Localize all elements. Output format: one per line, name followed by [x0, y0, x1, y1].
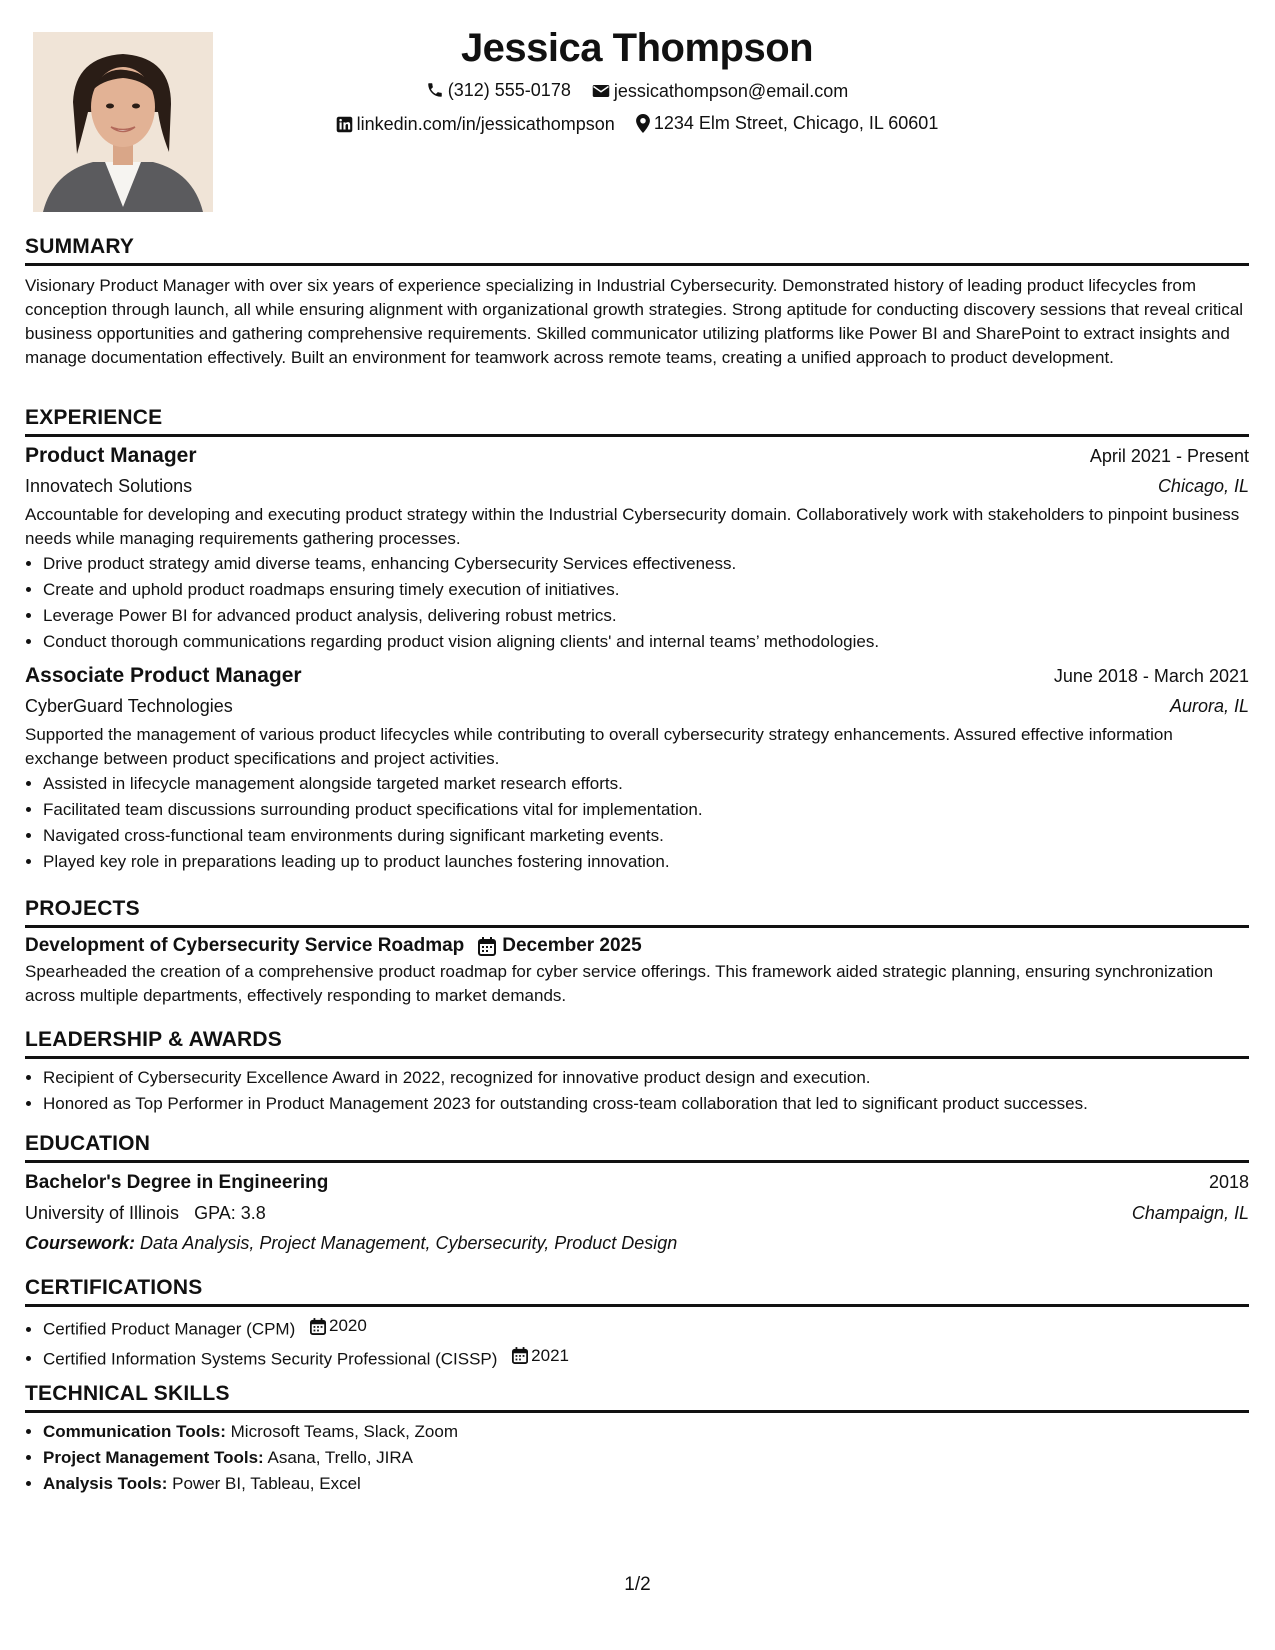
- job-description: Accountable for developing and executing product strategy within the Industrial Cybersecurity domain. Collaboratively work with stakeholders to pinpoint business needs while managing requirements gathering processes.: [25, 505, 1240, 548]
- job-location: Chicago, IL: [1157, 476, 1249, 496]
- education-heading: EDUCATION: [25, 1131, 1249, 1163]
- projects-heading: PROJECTS: [25, 896, 1249, 928]
- list-item: • Leverage Power BI for advanced product analysis, delivering robust metrics.: [43, 603, 1249, 629]
- certification-name: Certified Product Manager (CPM): [43, 1319, 296, 1339]
- candidate-name: Jessica Thompson: [460, 26, 814, 70]
- calendar-icon: [310, 1318, 326, 1335]
- job-bullets: [25, 771, 1249, 875]
- address-text: 1234 Elm Street, Chicago, IL 60601: [653, 113, 939, 133]
- list-item: [43, 1445, 1249, 1471]
- leadership-bullets: [25, 1065, 1249, 1117]
- linkedin-item: [336, 112, 615, 136]
- skills-list: [25, 1419, 1249, 1497]
- education-section: [25, 1131, 1249, 1258]
- summary-section: [25, 234, 1249, 370]
- summary-heading: SUMMARY: [25, 234, 1249, 266]
- job-company: Innovatech Solutions: [25, 476, 193, 496]
- gpa: GPA: 3.8: [194, 1203, 266, 1223]
- certifications-section: [25, 1275, 1249, 1372]
- map-pin-icon: [636, 114, 650, 133]
- job-company: CyberGuard Technologies: [25, 696, 233, 716]
- skill-value: Microsoft Teams, Slack, Zoom: [230, 1422, 458, 1441]
- skill-value: Power BI, Tableau, Excel: [172, 1474, 361, 1493]
- summary-text: Visionary Product Manager with over six years of experience specializing in Industrial Cybersecurity. Demonstrated history of leading product lifecycles from conception through launch, all while ensuring alignment with organizational growth strategies. Strong aptitude for conducting discovery sessions that reveal critical business opportunities and gathering comprehensive requirements. Skilled communicator utilizing platforms like Power BI and SharePoint to extract insights and manage documentation effectively. Built an environment for teamwork across remote teams, creating a unified approach to product development.: [25, 276, 1244, 367]
- certifications-heading: CERTIFICATIONS: [25, 1275, 1249, 1307]
- envelope-icon: [592, 83, 610, 99]
- coursework-label: Coursework:: [25, 1233, 136, 1253]
- address-item: [636, 111, 939, 135]
- skill-label: Project Management Tools:: [43, 1448, 264, 1467]
- coursework-list: Data Analysis, Project Management, Cybersecurity, Product Design: [140, 1233, 678, 1253]
- leadership-heading: LEADERSHIP & AWARDS: [25, 1027, 1249, 1059]
- coursework: [25, 1228, 1249, 1258]
- job-entry: [25, 441, 1249, 655]
- phone-icon: [426, 81, 444, 99]
- list-item: • Assisted in lifecycle management alongside targeted market research efforts.: [43, 771, 1249, 797]
- list-item: [43, 1343, 1249, 1373]
- calendar-icon: [512, 1347, 528, 1364]
- job-title: Associate Product Manager: [25, 664, 302, 687]
- list-item: • Facilitated team discussions surrounding product specifications vital for implementation.: [43, 797, 1249, 823]
- email-item: [592, 79, 848, 103]
- job-title: Product Manager: [25, 444, 197, 467]
- list-item: [43, 1313, 1249, 1343]
- skill-label: Communication Tools:: [43, 1422, 226, 1441]
- phone-text[interactable]: (312) 555-0178: [447, 80, 571, 100]
- email-text[interactable]: jessicathompson@email.com: [613, 81, 849, 101]
- list-item: • Navigated cross-functional team environments during significant marketing events.: [43, 823, 1249, 849]
- job-bullets: [25, 551, 1249, 655]
- list-item: • Drive product strategy amid diverse teams, enhancing Cybersecurity Services effectiveness.: [43, 551, 1249, 577]
- list-item: • Recipient of Cybersecurity Excellence Award in 2022, recognized for innovative product design and execution.: [43, 1065, 1249, 1091]
- skill-label: Analysis Tools:: [43, 1474, 168, 1493]
- calendar-icon: [478, 937, 496, 956]
- list-item: [43, 1471, 1249, 1497]
- school-name: University of Illinois: [25, 1203, 180, 1223]
- list-item: • Played key role in preparations leading up to product launches fostering innovation.: [43, 849, 1249, 875]
- project-name: Development of Cybersecurity Service Roadmap: [25, 935, 465, 956]
- contact-line-2: [25, 111, 1249, 139]
- project-entry: [25, 932, 1249, 960]
- leadership-section: [25, 1027, 1249, 1117]
- linkedin-text[interactable]: linkedin.com/in/jessicathompson: [356, 114, 615, 134]
- job-date: June 2018 - March 2021: [1053, 666, 1249, 686]
- certification-year: 2020: [329, 1316, 367, 1335]
- job-location: Aurora, IL: [1169, 696, 1249, 716]
- education-location: Champaign, IL: [1131, 1203, 1249, 1223]
- project-date: December 2025: [502, 935, 642, 956]
- list-item: • Create and uphold product roadmaps ensuring timely execution of initiatives.: [43, 577, 1249, 603]
- education-year: 2018: [1208, 1172, 1249, 1192]
- list-item: • Conduct thorough communications regarding product vision aligning clients' and internal teams’ methodologies.: [43, 629, 1249, 655]
- header: [25, 22, 1249, 139]
- experience-section: [25, 405, 1249, 875]
- job-entry: [25, 661, 1249, 875]
- skills-heading: TECHNICAL SKILLS: [25, 1381, 1249, 1413]
- certifications-list: [25, 1313, 1249, 1372]
- page-number: 1/2: [624, 1574, 651, 1595]
- job-description: Supported the management of various product lifecycles while contributing to overall cybersecurity strategy enhancements. Assured effective information exchange between product specifications and project activities.: [25, 725, 1173, 768]
- skills-section: [25, 1381, 1249, 1497]
- degree: Bachelor's Degree in Engineering: [25, 1172, 329, 1193]
- skill-value: Asana, Trello, JIRA: [267, 1448, 414, 1467]
- list-item: [43, 1419, 1249, 1445]
- job-date: April 2021 - Present: [1089, 446, 1249, 466]
- certification-name: Certified Information Systems Security Professional (CISSP): [43, 1349, 498, 1368]
- contact-line-1: [25, 78, 1249, 105]
- certification-year: 2021: [531, 1345, 569, 1365]
- projects-section: [25, 896, 1249, 1008]
- experience-heading: EXPERIENCE: [25, 405, 1249, 437]
- list-item: • Honored as Top Performer in Product Management 2023 for outstanding cross-team collaboration that led to significant product successes.: [43, 1091, 1249, 1117]
- project-description: Spearheaded the creation of a comprehensive product roadmap for cyber service offerings. This framework aided strategic planning, ensuring synchronization across multiple departments, effectively responding to market demands.: [25, 962, 1214, 1005]
- phone-item: [426, 78, 571, 102]
- linkedin-icon: [336, 116, 353, 133]
